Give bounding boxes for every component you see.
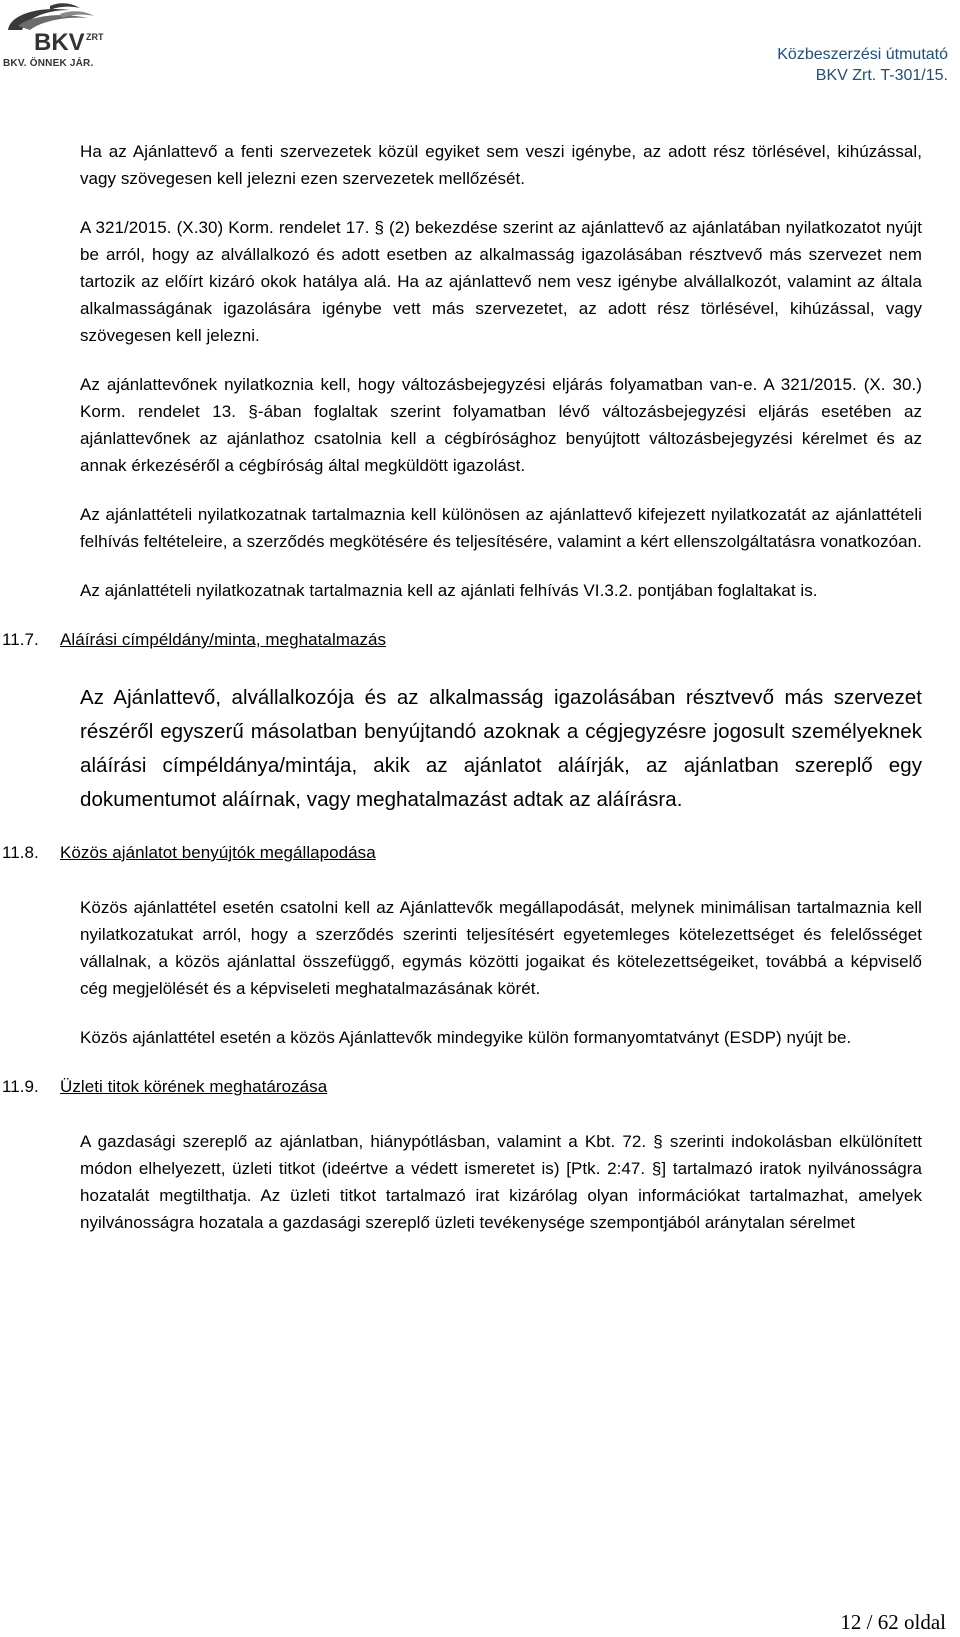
bkv-wordmark <box>0 30 160 60</box>
paragraph: A 321/2015. (X.30) Korm. rendelet 17. § (2) bekezdése szerint az ajánlattevő az ajánlatában nyilatkozatot nyújt be arról, hogy az alvállalkozó és adott esetben az alkalmasság igazolásában résztvevő más szervezet nem tartozik az előírt kizáró okok hatálya alá. Ha az ajánlattevő nem vesz igénybe alvállalkozót, valamint az általa alkalmasságának igazolására igénybe vett más szervezetet, az adott rész törlésével, kihúzással, vagy szövegesen kell jelezni. <box>80 218 922 345</box>
section-title: Közös ajánlatot benyújtók megállapodása <box>60 843 376 862</box>
section-title: Üzleti titok körének meghatározása <box>60 1077 328 1096</box>
section-heading-11-9 <box>0 1073 922 1100</box>
paragraph: Az ajánlattételi nyilatkozatnak tartalmaznia kell különösen az ajánlattevő kifejezett nyilatkozatát az ajánlattételi felhívás feltételeire, a szerződés megkötésére és teljesítésére, valamint a kért ellenszolgáltatásra vonatkozóan. <box>80 505 922 551</box>
section-title: Aláírási címpéldány/minta, meghatalmazás <box>60 630 387 649</box>
logo-tagline: BKV. ÖNNEK JÁR. <box>3 58 94 69</box>
section-number: 11.8. <box>2 843 39 862</box>
paragraph: Az Ajánlattevő, alvállalkozója és az alkalmasság igazolásában résztvevő más szervezet részéről egyszerű másolatban benyújtandó azoknak a cégjegyzésre jogosult személyeknek aláírási címpéldánya/mintája, akik az ajánlatot aláírják, az ajánlatban szereplő egy dokumentumot aláírnak, vagy meghatalmazást adtak az aláírásra. <box>80 686 922 811</box>
logo-text: BKV <box>34 30 85 56</box>
page-number: 12 / 62 oldal <box>840 1610 946 1634</box>
paragraph: Közös ajánlattétel esetén a közös Ajánlattevők mindegyike külön formanyomtatványt (ESDP) nyújt be. <box>80 1028 852 1047</box>
document-body <box>2 138 922 1258</box>
paragraph: Az ajánlattételi nyilatkozatnak tartalmaznia kell az ajánlati felhívás VI.3.2. pontjában foglaltakat is. <box>80 581 818 600</box>
paragraph: A gazdasági szereplő az ajánlatban, hiánypótlásban, valamint a Kbt. 72. § szerinti indokolásban elkülönített módon elhelyezett, üzleti titkot (ideértve a védett ismeretet is) [Ptk. 2:47. §] tartalmazó iratok nyilvánosságra hozatalát megtilthatja. Az üzleti titkot tartalmazó irat kizárólag olyan információkat tartalmazhat, amelyek nyilvánosságra hozatala a gazdasági szereplő üzleti tevékenysége szempontjából aránytalan sérelmet <box>80 1132 922 1232</box>
document-header <box>777 44 948 86</box>
logo-sup: ZRT <box>86 32 104 42</box>
section-heading-11-8 <box>0 839 922 866</box>
paragraph: Közös ajánlattétel esetén csatolni kell az Ajánlattevők megállapodását, melynek minimálisan tartalmaznia kell nyilatkozatukat arról, hogy a szerződés szerinti teljesítésért egyetemleges kötelezettséget és felelősséget vállalnak, a közös ajánlattal összefüggő, egymás közötti jogaikat és kötelezettségeiket, továbbá a képviselő cég megjelölését és a képviseleti meghatalmazásának körét. <box>80 898 922 998</box>
doc-title: Közbeszerzési útmutató <box>777 46 948 63</box>
doc-ref: BKV Zrt. T-301/15. <box>815 67 948 84</box>
paragraph: Az ajánlattevőnek nyilatkoznia kell, hogy változásbejegyzési eljárás folyamatban van-e. A 321/2015. (X. 30.) Korm. rendelet 13. §-ában foglaltak szerint folyamatban lévő változásbejegyzési eljárás esetében az ajánlattevőnek az ajánlathoz csatolnia kell a cégbírósághoz benyújtott változásbejegyzési kérelmet és az annak érkezéséről a cégbíróság által megküldött igazolást. <box>80 375 922 475</box>
section-number: 11.7. <box>2 630 39 649</box>
bkv-logo <box>0 0 160 82</box>
paragraph: Ha az Ajánlattevő a fenti szervezetek közül egyiket sem veszi igénybe, az adott rész törlésével, kihúzással, vagy szövegesen kell jelezni ezen szervezetek mellőzését. <box>80 142 922 188</box>
section-number: 11.9. <box>2 1077 39 1096</box>
section-heading-11-7 <box>0 626 922 653</box>
